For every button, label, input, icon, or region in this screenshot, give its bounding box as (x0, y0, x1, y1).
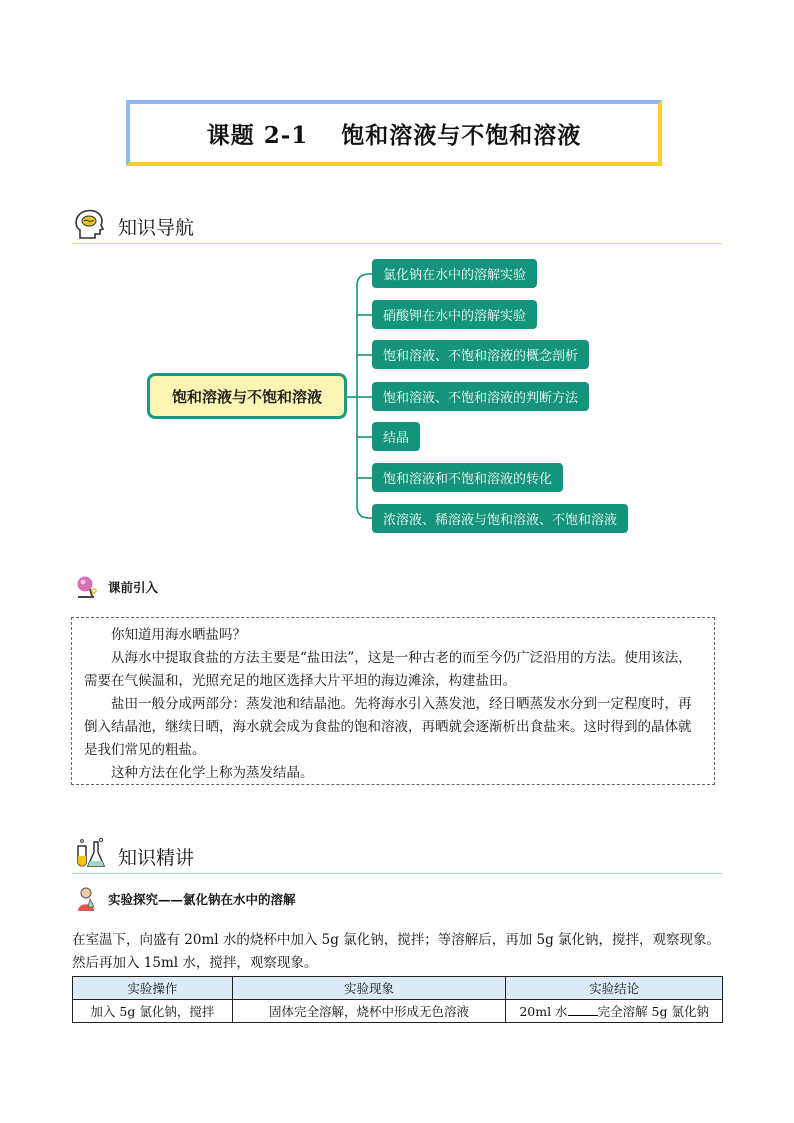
table-header-conclusion: 实验结论 (506, 977, 723, 1000)
intro-paragraph: 盐田一般分成两部分：蒸发池和结晶池。先将海水引入蒸发池，经日晒蒸发水分到一定程度时，再倒入结晶池，继续日晒，海水就会成为食盐的饱和溶液，再晒就会逐渐析出食盐来。这时得到的晶体就是我们常见的粗盐。 (84, 696, 692, 758)
intro-paragraph: 你知道用海水晒盐吗？ (111, 627, 246, 643)
intro-label: 课前引入 (108, 580, 159, 595)
table-row (73, 1000, 723, 1023)
section-header-knowledge (72, 830, 722, 874)
intro-paragraph: 这种方法在化学上称为蒸发结晶。 (111, 765, 314, 781)
conclusion-prefix: 20ml 水 (519, 1004, 568, 1019)
table-cell-conclusion (506, 1000, 723, 1023)
intro-paragraph: 从海水中提取食盐的方法主要是“盐田法”，这是一种古老的而至今仍广泛沿用的方法。使用该法，需要在气候温和，光照充足的地区选择大片平坦的海边滩涂，构建盐田。 (84, 650, 692, 689)
answer-blank[interactable] (568, 1003, 598, 1016)
mindmap-branch-nacl-dissolution: 氯化钠在水中的溶解实验 (372, 259, 537, 288)
section-title-navigation: 知识导航 (118, 217, 195, 239)
table-cell-operation: 加入 5g 氯化钠，搅拌 (73, 1000, 233, 1023)
section-header-navigation (72, 200, 722, 244)
table-header-operation: 实验操作 (73, 977, 233, 1000)
section-divider (72, 243, 722, 244)
flask-icon (72, 836, 108, 872)
section-title-knowledge: 知识精讲 (118, 847, 195, 869)
table-header-phenomenon: 实验现象 (232, 977, 506, 1000)
mindmap-branch-crystallization: 结晶 (372, 422, 420, 451)
scientist-icon (72, 885, 100, 913)
experiment-label: 实验探究——氯化钠在水中的溶解 (108, 892, 296, 907)
mindmap-branch-concept: 饱和溶液、不饱和溶液的概念剖析 (372, 340, 589, 369)
brain-head-icon (72, 206, 108, 242)
mindmap-branch-kno3-dissolution: 硝酸钾在水中的溶解实验 (372, 300, 537, 329)
table-cell-phenomenon: 固体完全溶解，烧杯中形成无色溶液 (232, 1000, 506, 1023)
experiment-table (72, 976, 723, 1023)
experiment-description: 在室温下，向盛有 20ml 水的烧杯中加入 5g 氯化钠，搅拌；等溶解后，再加 5g 氯化钠，搅拌，观察现象。然后再加入 15ml 水，搅拌，观察现象。 (72, 932, 721, 971)
intro-box (71, 617, 715, 785)
mindmap-center-node: 饱和溶液与不饱和溶液 (147, 373, 347, 419)
title-banner (126, 100, 662, 166)
mindmap-branch-conversion: 饱和溶液和不饱和溶液的转化 (372, 463, 563, 492)
page-title: 课题 2-1 饱和溶液与不饱和溶液 (206, 121, 582, 149)
microscope-icon (72, 573, 100, 601)
conclusion-suffix: 完全溶解 5g 氯化钠 (597, 1004, 709, 1019)
experiment-header (72, 884, 296, 914)
intro-header (72, 572, 158, 602)
mindmap-branch-judgement: 饱和溶液、不饱和溶液的判断方法 (372, 382, 589, 411)
mindmap-branch-concentration: 浓溶液、稀溶液与饱和溶液、不饱和溶液 (372, 504, 628, 533)
section-divider (72, 873, 722, 874)
